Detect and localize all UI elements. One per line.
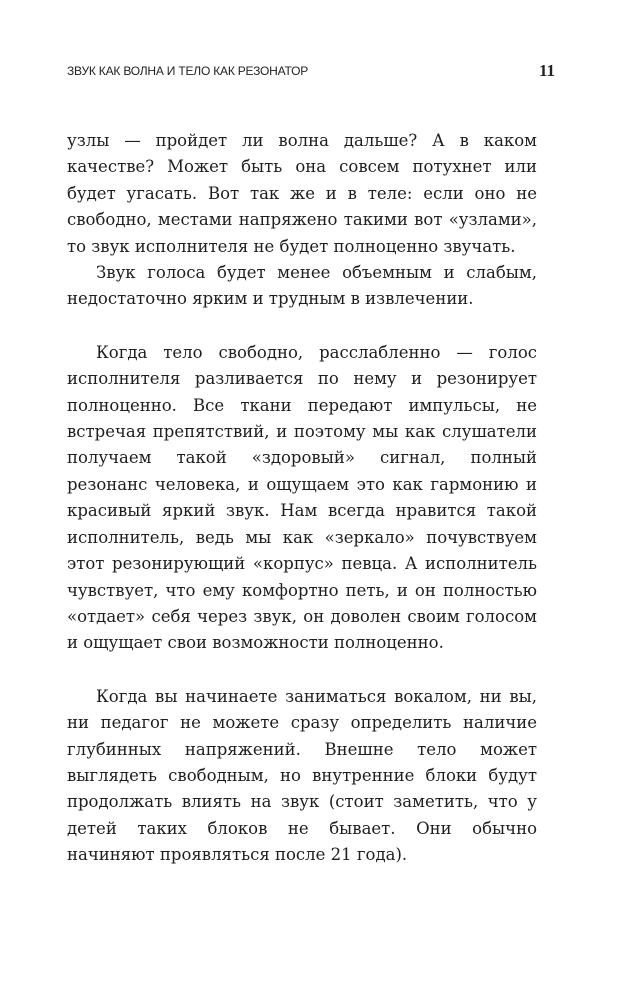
body-text [67,128,537,869]
page-number: 11 [538,61,555,80]
paragraph: Когда тело свободно, расслабленно — голос исполнителя разливается по нему и резонирует полноценно. Все ткани передают импульсы, не встречая препятствий, и поэтому мы как слушатели получаем такой «здоровый» сигнал, полный резонанс человека, и ощущаем это как гармонию и красивый яркий звук. Нам всегда нравится такой исполнитель, ведь мы как «зеркало» почувствуем этот резонирующий «корпус» певца. А исполнитель чувствует, что ему комфортно петь, и он полностью «отдает» себя через звук, он доволен своим голосом и ощущает свои возможности полноценно. [67,342,537,653]
paragraph: Звук голоса будет менее объемным и слабым, недостаточно ярким и трудным в извлечении. [67,263,537,309]
running-header [67,60,564,82]
chapter-title: ЗВУК КАК ВОЛНА И ТЕЛО КАК РЕЗОНАТОР [67,64,309,78]
paragraph: узлы — пройдет ли волна дальше? А в каком качестве? Может быть она совсем потухнет или будет угасать. Вот так же и в теле: если оно не свободно, местами напряжено такими вот «узлами», то звук исполнителя не будет полноценно звучать. [67,131,537,256]
paragraph: Когда вы начинаете заниматься вокалом, ни вы, ни педагог не можете сразу определить наличие глубинных напряжений. Внешне тело может выглядеть свободным, но внутренние блоки будут продолжать влиять на звук (стоит заметить, что у детей таких блоков не бывает. Они обычно начиняют проявляться после 21 года). [67,686,537,865]
